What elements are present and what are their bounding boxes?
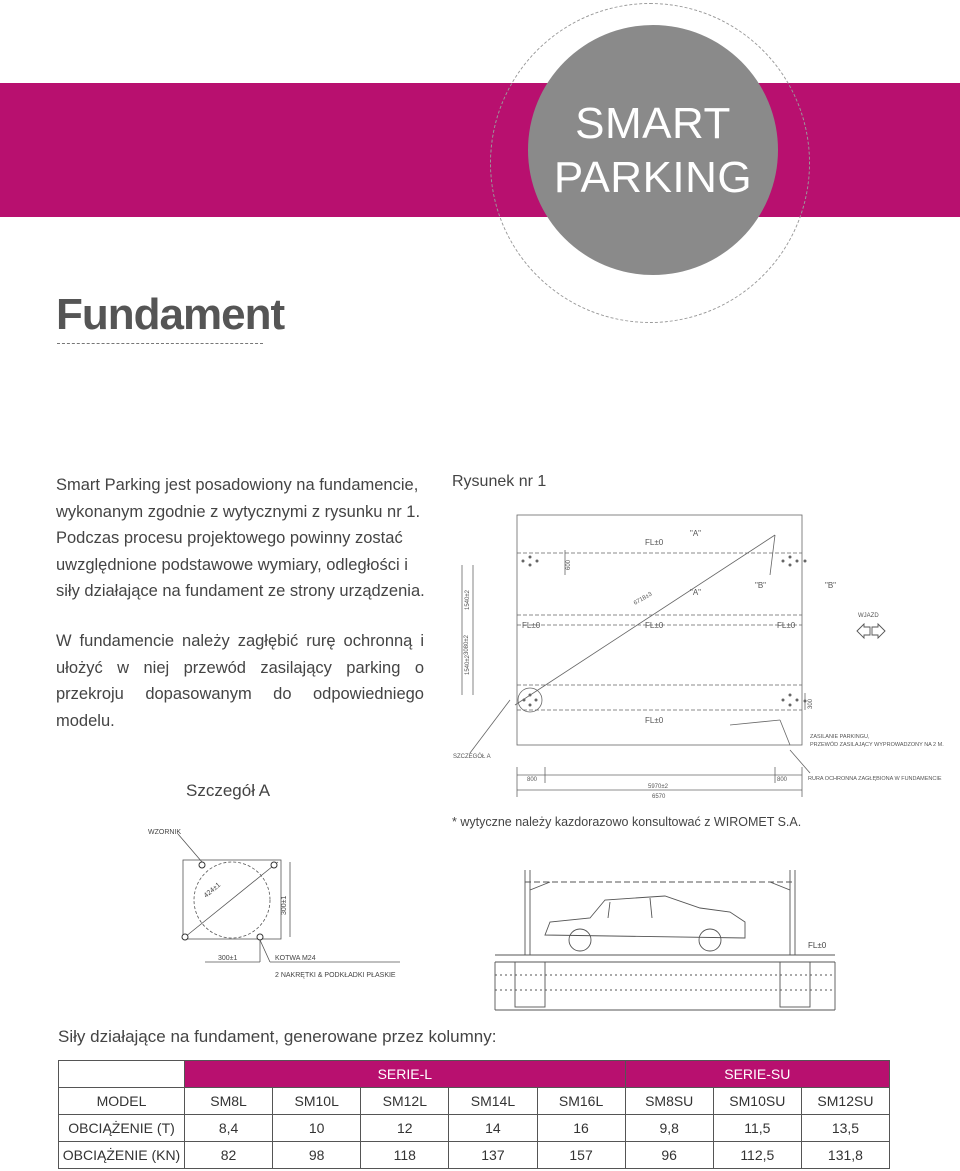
section-view-drawing [490,860,840,1020]
detail-a-caption: Szczegół A [186,781,271,800]
consultation-note: * wytyczne należy kazdorazowo konsultować z WIROMET S.A. [452,815,802,829]
fl-label-top: FL±0 [645,538,664,547]
dim-800-right: 800 [777,777,788,783]
section-b-left: "B" [755,581,767,590]
row-label: MODEL [59,1088,185,1115]
fl-label-right: FL±0 [777,621,796,630]
fl-label-section: FL±0 [808,941,827,950]
wjazd-label: WJAZD [858,613,879,619]
diagonal-424 [185,862,278,937]
dim-1540-b: 1540±2 [465,655,471,675]
series-corner [59,1061,185,1088]
forces-title: Siły działające na fundament, generowane przez kolumny: [58,1027,497,1046]
zasilanie-label-1: ZASILANIE PARKINGU, [810,734,870,740]
table-cell: 131,8 [801,1142,889,1169]
wjazd-arrows-icon [857,624,885,638]
table-cell: 12 [361,1115,449,1142]
section-b-right: "B" [825,581,837,590]
diagonal-6718 [515,535,775,705]
foundation-plan-drawing [440,505,960,810]
table-row [59,1115,890,1142]
dim-424: 424±1 [202,881,223,900]
series-l-header: SERIE-L [185,1061,626,1088]
fl-label-bottom: FL±0 [645,716,664,725]
table-cell: 11,5 [713,1115,801,1142]
figure-caption: Rysunek nr 1 [452,473,547,490]
table-cell: SM14L [449,1088,537,1115]
kotwa-label-1: KOTWA M24 [275,955,316,962]
table-cell: 118 [361,1142,449,1169]
row-label: OBCIĄŻENIE (T) [59,1115,185,1142]
dim-6570: 6570 [652,794,666,800]
row-label: OBCIĄŻENIE (KN) [59,1142,185,1169]
table-cell: SM8L [185,1088,273,1115]
pipe-paragraph-last: modelu. [56,711,115,730]
section-a-top: "A" [690,529,702,538]
anchor-dots [522,556,807,707]
szczegol-a-label: SZCZEGÓŁ A [453,754,491,760]
table-cell: SM10SU [713,1088,801,1115]
logo-line-1: SMART [575,99,731,148]
table-cell: 112,5 [713,1142,801,1169]
table-cell: 16 [537,1115,625,1142]
car-outline [545,896,745,938]
dim-6718: 6718±3 [633,591,654,607]
pipe-paragraph [56,628,424,734]
logo-line-2: PARKING [553,153,753,202]
table-row [59,1142,890,1169]
dim-800-left: 800 [527,777,538,783]
fl-label-center: FL±0 [645,621,664,630]
table-cell: 157 [537,1142,625,1169]
wheel-front [569,929,591,951]
table-cell: 98 [273,1142,361,1169]
fl-label-left: FL±0 [522,621,541,630]
table-cell: 13,5 [801,1115,889,1142]
rura-label: RURA OCHRONNA ZAGŁĘBIONA W FUNDAMENCIE [808,776,942,782]
plan-outline [517,515,802,745]
wzornik-label: WZORNIK [148,829,182,836]
dim-3080: 3080±2 [464,635,470,655]
detail-a-drawing [140,820,420,990]
dim-300-side: 300±1 [281,895,288,915]
page-title: Fundament [56,290,285,339]
table-cell: SM12L [361,1088,449,1115]
title-underline [57,343,263,344]
table-cell: SM8SU [625,1088,713,1115]
table-cell: SM16L [537,1088,625,1115]
header-band [0,83,960,217]
dim-300: 300 [808,698,814,709]
pipe-paragraph-main: W fundamencie należy zagłębić rurę ochronną i ułożyć w niej przewód zasilający parking o przekroju dopasowanym do odpowiedniego [56,632,424,703]
series-header-row [59,1061,890,1088]
table-cell: SM12SU [801,1088,889,1115]
table-row [59,1088,890,1115]
logo-title [528,97,778,205]
table-cell: 10 [273,1115,361,1142]
zasilanie-label-2: PRZEWÓD ZASILAJĄCY WYPROWADZONY NA 2 M. [810,742,944,748]
table-cell: 9,8 [625,1115,713,1142]
forces-table [58,1060,890,1169]
dim-300-bottom: 300±1 [218,955,238,962]
table-cell: 82 [185,1142,273,1169]
dim-5970: 5970±2 [648,784,668,790]
table-cell: 14 [449,1115,537,1142]
dim-600: 600 [566,559,572,570]
dim-1540-a: 1540±2 [465,590,471,610]
kotwa-label-2: 2 NAKRĘTKI & PODKŁADKI PŁASKIE [275,972,396,979]
table-cell: SM10L [273,1088,361,1115]
series-su-header: SERIE-SU [625,1061,889,1088]
intro-paragraph: Smart Parking jest posadowiony na fundamencie, wykonanym zgodnie z wytycznymi z rysunku nr 1. Podczas procesu projektowego powinny zostać uwzględnione podstawowe wymiary, odległości i siły działające na fundament ze strony urządzenia. [56,476,425,600]
table-cell: 137 [449,1142,537,1169]
table-cell: 96 [625,1142,713,1169]
wheel-rear [699,929,721,951]
section-a-bottom: "A" [690,588,702,597]
table-cell: 8,4 [185,1115,273,1142]
